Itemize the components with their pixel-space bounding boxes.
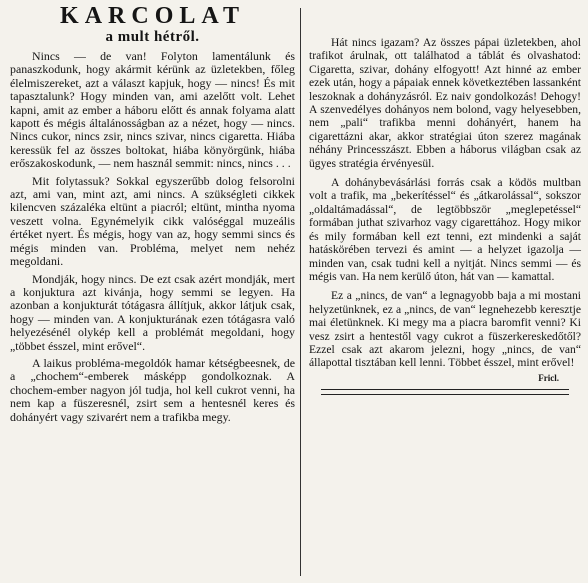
paragraph: A dohánybevásárlási forrás csak a ködös multban volt a trafik, ma „bekerítéssel“ és „átkarolással“, sokszor „oldaltámadással“, de legtöbbször „meglepetéssel“ formában juthat szivarhoz vagy cigarettához. Hogy mikor és mily formában kell ezt tenni, ezt mindenki a saját hatáskörében tervezi és amint — a helyzet igazolja — minden van, csak tudni kell a nyitját. Nincs semmi — és mégis van. Ha nem kerülő úton, hát van — kamattal.: [309, 176, 581, 283]
paragraph: Ez a „nincs, de van“ a legnagyobb baja a mi mostani helyzetünknek, ez a „nincs, de van“ legnehezebb keresztje mai életünknek. Ki megy ma a piacra baromfit venni? Ki vesz zsirt a hentestől vagy cukrot a füszerkereskedőtől? Ezzel csak azt akarom jelezni, hogy „nincs, de van“ állapottal tisztában kell lenni. Többet ésszel, mint erővel!: [309, 289, 581, 370]
article-title: KARCOLAT: [60, 3, 245, 29]
paragraph: Mit folytassuk? Sokkal egyszerűbb dolog felsorolni azt, ami van, mint azt, ami nincs. A szükségleti cikkek kilencven százaléka eltünt a piacról; eltünt, mintha nyoma veszett volna. Egynémelyik cikk valóséggal muzeális értéket nyert. És mégis, hogy van az, hogy semmi sincs és mégis minden van. Probléma, melyet nem nehéz megoldani.: [10, 173, 295, 269]
paragraph: Mondják, hogy nincs. De ezt csak azért mondják, mert a konjuktura azt kivánja, hogy semmi se legyen. Ha azonban a konjukturát tótágasra állítjuk, akkor látjuk csak, hogy — minden van. A konjukturának ezen tótágasra való helyezésénél olykép kell a problémát megoldani, hogy „többet ésszel, mint erővel“.: [10, 271, 295, 353]
right-column: [309, 0, 581, 395]
left-column: [10, 0, 295, 424]
end-rule: [321, 389, 569, 395]
article-subtitle: a mult hétről.: [105, 29, 200, 45]
column-divider: [300, 8, 301, 576]
author-signature: Fricl.: [538, 372, 559, 383]
paragraph: Nincs — de van! Folyton lamentálunk és panaszkodunk, hogy akármit kérünk az üzletekben, főleg élelmiszereket, azt a választ kapjuk, hogy — nincs! És mit tapasztalunk? Hogy minden van, ami azelőtt volt. Lehet kapni, amit az ember a háboru előtt és annak folyama alatt kapott és mégis általánosságban az a nézet, hogy — nincs. Nincs cukor, nincs zsir, nincs szivar, nincs cigaretta. Hiába keressük fel az összes boltokat, hiába könyörgünk, hiába erőszakoskodunk, — nem használ semmit: nincs, nincs . . .: [10, 49, 295, 171]
paragraph: A laikus probléma-megoldók hamar kétségbeesnek, de a „chochem“-emberek másképp gondolkoznak. A chochem-ember nagyon jól tudja, hol kell cukrot venni, ha nem kap a füszeresnél, zsirt sem a hentesnél keres és dohányért vagy szivarért nem a trafikba megy.: [10, 355, 295, 424]
paragraph: Hát nincs igazam? Az összes pápai üzletekben, ahol trafikot árulnak, ott találhatod a táblát és olvashatod: Cigaretta, szivar, dohány elfogyott! Azt hinné az ember ezek után, hogy a pápaiak ennek következtében lassanként leszoknak a dohányzásról. Ez naiv gondolkozás! Dehogy! A szenvedélyes dohányos nem bolond, vagy helyesebben, nem „pali“ trafikba menni dohányért, hanem ha cigarettázni akar, akkor stratégiai úton szerez magának néhány Princesszászt. Ebben a háborus világban csak az ügyes stratégia érvényesül.: [309, 36, 581, 170]
